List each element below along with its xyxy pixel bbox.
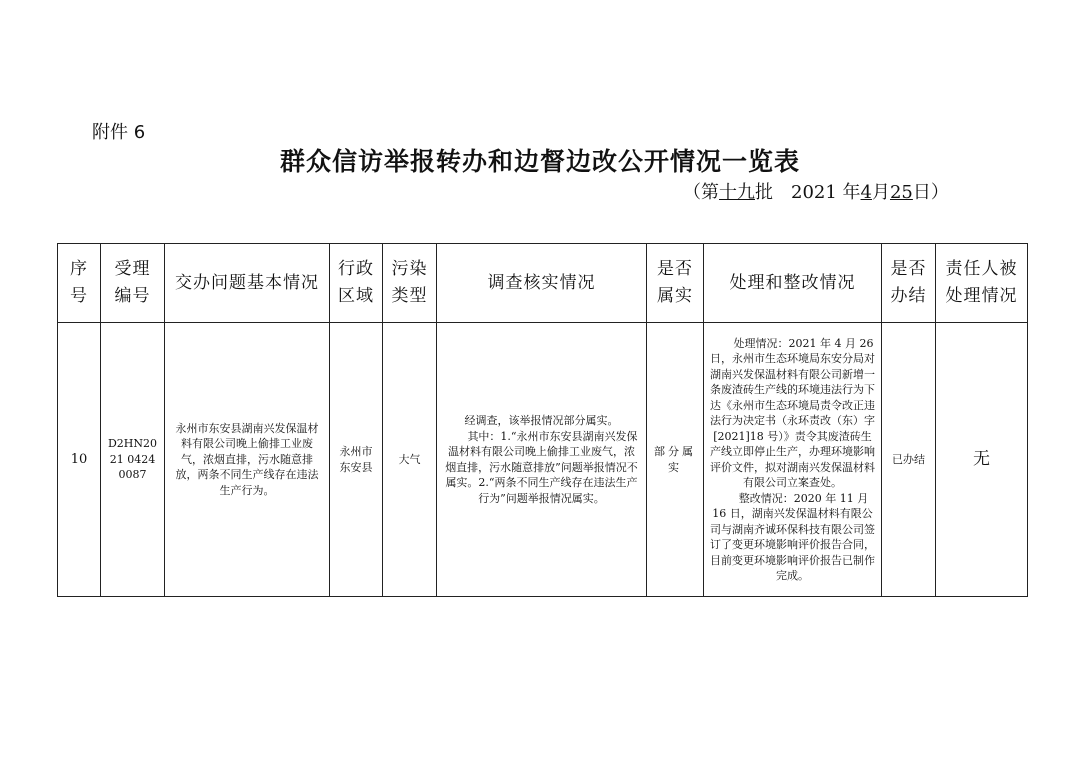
header-investigation: 调查核实情况 bbox=[437, 244, 647, 323]
batch-number: 十九 bbox=[719, 182, 755, 203]
header-pollution: 污染类型 bbox=[383, 244, 437, 323]
batch-day: 25 bbox=[889, 182, 913, 203]
cell-verified: 部分属实 bbox=[647, 323, 704, 597]
cell-problem: 永州市东安县湖南兴发保温材料有限公司晚上偷排工业废气，浓烟直排，污水随意排放，两条不同生产线存在违法生产行为。 bbox=[165, 323, 330, 597]
header-closed: 是否办结 bbox=[882, 244, 936, 323]
handling-process: 处理情况：2021 年 4 月 26 日，永州市生态环境局东安分局对湖南兴发保温材料有限公司新增一条废渣砖生产线的环境违法行为下达《永州市生态环境局责令改正违法行为决定书（永环责改（东）字[2021]18 号）》责令其废渣砖生产线立即停止生产，办理环境影响评价文件，拟对湖南兴发保温材料有限公司立案查处。 bbox=[710, 336, 875, 489]
cell-seq: 10 bbox=[58, 323, 101, 597]
batch-month-unit: 月 bbox=[871, 182, 890, 203]
batch-close: 日） bbox=[912, 182, 949, 203]
cell-region: 永州市东安县 bbox=[330, 323, 383, 597]
header-verified: 是否属实 bbox=[647, 244, 704, 323]
header-problem: 交办问题基本情况 bbox=[165, 244, 330, 323]
cell-investigation bbox=[437, 323, 647, 597]
cell-pollution: 大气 bbox=[383, 323, 437, 597]
header-handling: 处理和整改情况 bbox=[704, 244, 882, 323]
investigation-summary: 经调查，该举报情况部分属实。 bbox=[464, 414, 619, 427]
handling-rectification: 整改情况：2020 年 11 月 16 日，湖南兴发保温材料有限公司与湖南齐诚环保科技有限公司签订了变更环境影响评价报告合同，目前变更环境影响评价报告已制作完成。 bbox=[710, 491, 875, 582]
table-header-row bbox=[58, 244, 1028, 323]
header-region: 行政区域 bbox=[330, 244, 383, 323]
attachment-label: 附件 6 bbox=[92, 122, 146, 143]
header-seq: 序号 bbox=[58, 244, 101, 323]
header-accountability: 责任人被处理情况 bbox=[936, 244, 1028, 323]
batch-month: 4 bbox=[860, 182, 872, 203]
batch-year: 批 2021 年 bbox=[755, 182, 861, 203]
document-title: 群众信访举报转办和边督边改公开情况一览表 bbox=[279, 147, 800, 176]
batch-open: （第 bbox=[683, 182, 719, 203]
header-id: 受理编号 bbox=[101, 244, 165, 323]
investigation-detail: 其中：1.“永州市东安县湖南兴发保温材料有限公司晚上偷排工业废气，浓烟直排，污水随意排放”问题举报情况不属实。2.“两条不同生产线存在违法生产行为”问题举报情况属实。 bbox=[445, 429, 638, 505]
cell-handling bbox=[704, 323, 882, 597]
report-table bbox=[57, 243, 1028, 597]
cell-accountability: 无 bbox=[936, 323, 1028, 597]
cell-closed: 已办结 bbox=[882, 323, 936, 597]
table-row bbox=[58, 323, 1028, 597]
cell-id: D2HN2021 04240087 bbox=[101, 323, 165, 597]
batch-info bbox=[683, 178, 949, 204]
